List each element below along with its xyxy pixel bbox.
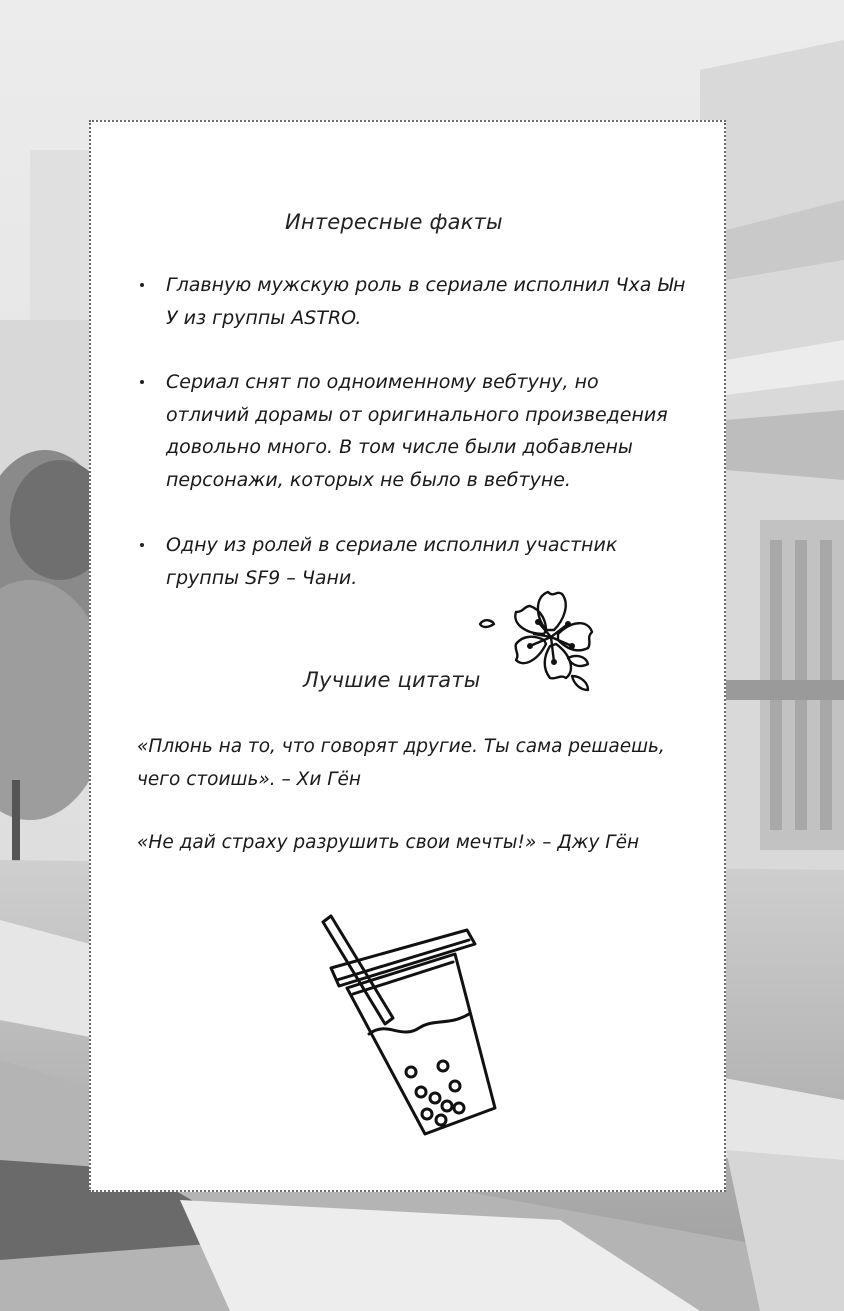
fact-item: Главную мужскую роль в сериале исполнил Чха Ын У из группы ASTRO. [166, 269, 686, 334]
quote-item: «Не дай страху разрушить свои мечты!» – Джу Гён [137, 832, 640, 853]
quotes-heading: Лучшие цитаты [303, 668, 481, 692]
quote-item: «Плюнь на то, что говорят другие. Ты сама решаешь, чего стоишь». – Хи Гён [137, 736, 665, 790]
facts-heading: Интересные факты [285, 210, 503, 234]
content-card [89, 120, 726, 1192]
fact-item: Одну из ролей в сериале исполнил участник группы SF9 – Чани. [166, 529, 686, 594]
cherry-blossom-icon [476, 584, 611, 704]
bubble-tea-icon [309, 910, 509, 1155]
fact-item: Сериал снят по одноименному вебтуну, но отличий дорамы от оригинального произведения довольно много. В том числе были добавлены персонажи, которых не было в вебтуне. [166, 366, 686, 496]
